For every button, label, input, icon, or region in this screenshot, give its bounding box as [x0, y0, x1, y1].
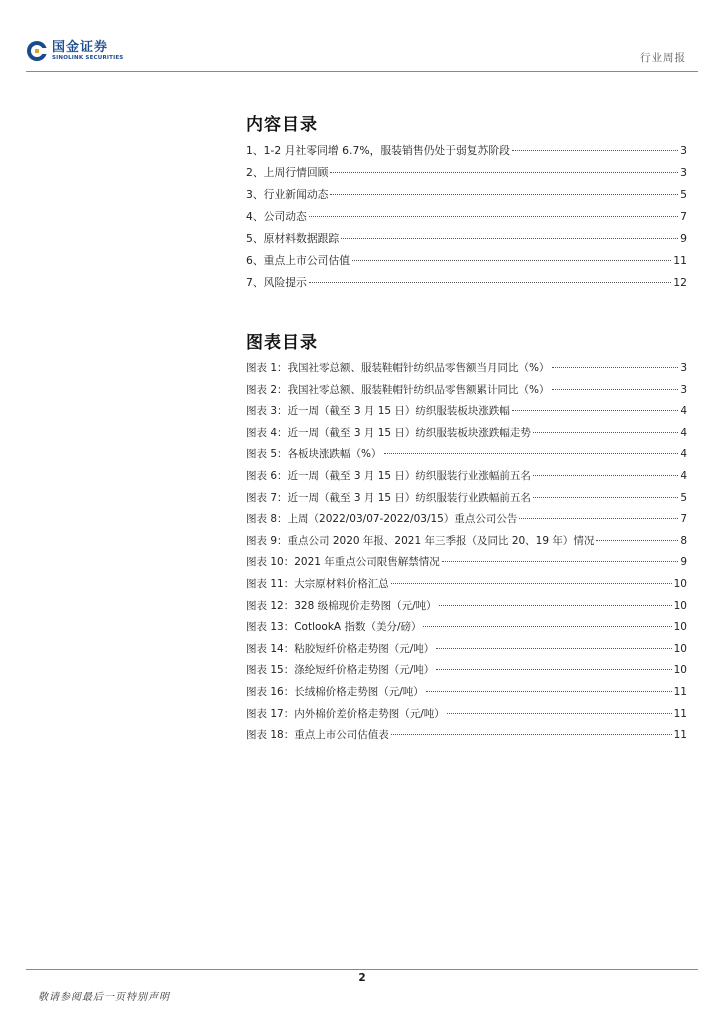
toc-item-page: 3 — [680, 166, 687, 179]
figure-item-label: 我国社零总额、服装鞋帽针纺织品零售额累计同比（%） — [287, 383, 550, 396]
figures-title: 图表目录 — [246, 333, 318, 353]
figure-item-page: 4 — [680, 469, 687, 482]
toc-item-number: 5、 — [246, 232, 264, 245]
figure-item-number: 图表 15： — [246, 664, 295, 677]
toc-dot-leader — [423, 613, 671, 627]
toc-item-number: 4、 — [246, 210, 264, 223]
figure-item-number: 图表 16： — [246, 685, 295, 698]
figure-item-number: 图表 12： — [246, 599, 295, 612]
figure-item-page: 4 — [680, 448, 687, 461]
figure-item-label: 近一周（截至 3 月 15 日）纺织服装行业跌幅前五名 — [287, 491, 531, 504]
toc-item-label: 公司动态 — [263, 210, 307, 223]
toc-dot-leader — [512, 137, 678, 151]
toc-item-page: 9 — [680, 232, 687, 245]
figure-item-number: 图表 1： — [246, 362, 288, 374]
toc-dot-leader — [391, 721, 672, 735]
toc-dot-leader — [533, 484, 678, 498]
figure-item-label: CotlookA 指数（美分/磅） — [294, 621, 422, 634]
figure-item-label: 内外棉价差价格走势图（元/吨） — [294, 707, 445, 720]
figure-item-page: 10 — [673, 642, 687, 655]
document-type: 行业周报 — [640, 52, 686, 64]
figure-item-label: 近一周（截至 3 月 15 日）纺织服装行业涨幅前五名 — [287, 469, 531, 482]
figure-item-number: 图表 6： — [246, 469, 288, 482]
figure-item-label: 上周（2022/03/07-2022/03/15）重点公司公告 — [287, 513, 518, 526]
figure-item-label: 328 级棉现价走势图（元/吨） — [294, 599, 437, 612]
figure-item-number: 图表 2： — [246, 383, 288, 396]
figure-item-number: 图表 8： — [246, 513, 288, 526]
figure-item-number: 图表 4： — [246, 426, 288, 439]
figure-item-number: 图表 5： — [246, 448, 288, 461]
figure-item-page: 10 — [673, 577, 687, 590]
footer-divider — [26, 969, 698, 970]
figure-item-page: 8 — [680, 534, 687, 547]
figure-item-number: 图表 10： — [246, 556, 295, 569]
figure-item-page: 11 — [673, 685, 687, 698]
figure-item-label: 长绒棉价格走势图（元/吨） — [294, 685, 424, 698]
toc-item-number: 7、 — [246, 276, 264, 289]
toc-item-page: 7 — [680, 210, 687, 223]
figure-item-page: 7 — [680, 513, 687, 526]
toc-item-label: 重点上市公司估值 — [263, 254, 351, 267]
figure-item-number: 图表 14： — [246, 642, 295, 655]
logo-name-en: SINOLINK SECURITIES — [52, 54, 124, 61]
figure-item-label: 近一周（截至 3 月 15 日）纺织服装板块涨跌幅走势 — [287, 426, 531, 439]
figure-item-page: 9 — [680, 556, 687, 569]
figure-item-page: 3 — [680, 362, 687, 374]
figure-item-page: 11 — [673, 707, 687, 720]
toc-dot-leader — [596, 527, 678, 541]
toc-dot-leader — [447, 700, 672, 714]
toc-dot-leader — [436, 656, 671, 670]
toc-dot-leader — [439, 592, 672, 606]
header-divider — [26, 71, 698, 72]
page-header — [0, 0, 724, 80]
page-number: 2 — [358, 972, 366, 984]
figure-item-label: 我国社零总额、服装鞋帽针纺织品零售额当月同比（%） — [287, 362, 550, 374]
figure-item-page: 10 — [673, 599, 687, 612]
figure-item-page: 3 — [680, 383, 687, 396]
toc-item-label: 1-2 月社零同增 6.7%，服装销售仍处于弱复苏阶段 — [263, 144, 510, 157]
toc-dot-leader — [391, 570, 672, 584]
toc-dot-leader — [330, 159, 678, 173]
toc-dot-leader — [552, 376, 679, 390]
figure-item-number: 图表 13： — [246, 621, 295, 634]
figure-item-label: 粘胶短纤价格走势图（元/吨） — [294, 642, 435, 655]
toc-dot-leader — [436, 635, 671, 649]
figure-item-label: 2021 年重点公司限售解禁情况 — [294, 556, 440, 569]
figure-item-page: 10 — [673, 621, 687, 634]
figure-item[interactable] — [246, 724, 687, 746]
toc-dot-leader — [384, 440, 679, 454]
toc-item-label: 原材料数据跟踪 — [263, 232, 340, 245]
toc-item-number: 6、 — [246, 254, 264, 267]
figure-item-number: 图表 11： — [246, 577, 295, 590]
figure-item-page: 4 — [680, 405, 687, 418]
logo-name-cn: 国金证券 — [52, 39, 109, 55]
toc-item-page: 5 — [680, 188, 687, 201]
toc-dot-leader — [330, 181, 678, 195]
toc-dot-leader — [309, 269, 671, 283]
figure-item-label: 各板块涨跌幅（%） — [287, 448, 382, 461]
toc-dot-leader — [552, 354, 679, 368]
toc-item-page: 3 — [680, 144, 687, 157]
toc-dot-leader — [309, 203, 678, 217]
toc-item-page: 12 — [673, 276, 687, 289]
figure-item-page: 5 — [680, 491, 687, 504]
figure-item-page: 11 — [673, 729, 687, 742]
toc-item[interactable] — [246, 272, 687, 294]
toc-dot-leader — [519, 505, 678, 519]
toc-item-number: 1、 — [246, 144, 264, 157]
toc-dot-leader — [533, 419, 678, 433]
figure-item-label: 重点上市公司估值表 — [294, 729, 389, 742]
figure-item-number: 图表 7： — [246, 491, 288, 504]
toc-item-page: 11 — [673, 254, 687, 267]
toc-dot-leader — [352, 247, 671, 261]
figure-item-number: 图表 18： — [246, 729, 295, 742]
toc-item-label: 上周行情回顾 — [263, 166, 329, 179]
toc-dot-leader — [442, 548, 679, 562]
toc-item-number: 3、 — [246, 188, 264, 201]
figure-item-label: 涤纶短纤价格走势图（元/吨） — [294, 664, 435, 677]
figure-item-label: 大宗原材料价格汇总 — [294, 577, 389, 590]
figure-item-number: 图表 9： — [246, 534, 288, 547]
contents-title: 内容目录 — [246, 115, 318, 135]
toc-item-label: 风险提示 — [263, 276, 307, 289]
figure-item-label: 近一周（截至 3 月 15 日）纺织服装板块涨跌幅 — [287, 405, 510, 418]
toc-item-label: 行业新闻动态 — [263, 188, 329, 201]
logo-mark-icon — [26, 40, 48, 62]
figure-item-page: 4 — [680, 426, 687, 439]
figure-item-number: 图表 3： — [246, 405, 288, 418]
toc-dot-leader — [341, 225, 678, 239]
contents-list — [246, 140, 687, 294]
figures-list — [246, 357, 687, 746]
toc-item-number: 2、 — [246, 166, 264, 179]
company-logo — [26, 40, 123, 62]
figure-item-label: 重点公司 2020 年报、2021 年三季报（及同比 20、19 年）情况 — [287, 534, 595, 547]
disclaimer-note: 敬请参阅最后一页特别声明 — [38, 992, 170, 1003]
figure-item-page: 10 — [673, 664, 687, 677]
figure-item-number: 图表 17： — [246, 707, 295, 720]
toc-dot-leader — [512, 397, 678, 411]
toc-dot-leader — [533, 462, 678, 476]
toc-dot-leader — [426, 678, 672, 692]
